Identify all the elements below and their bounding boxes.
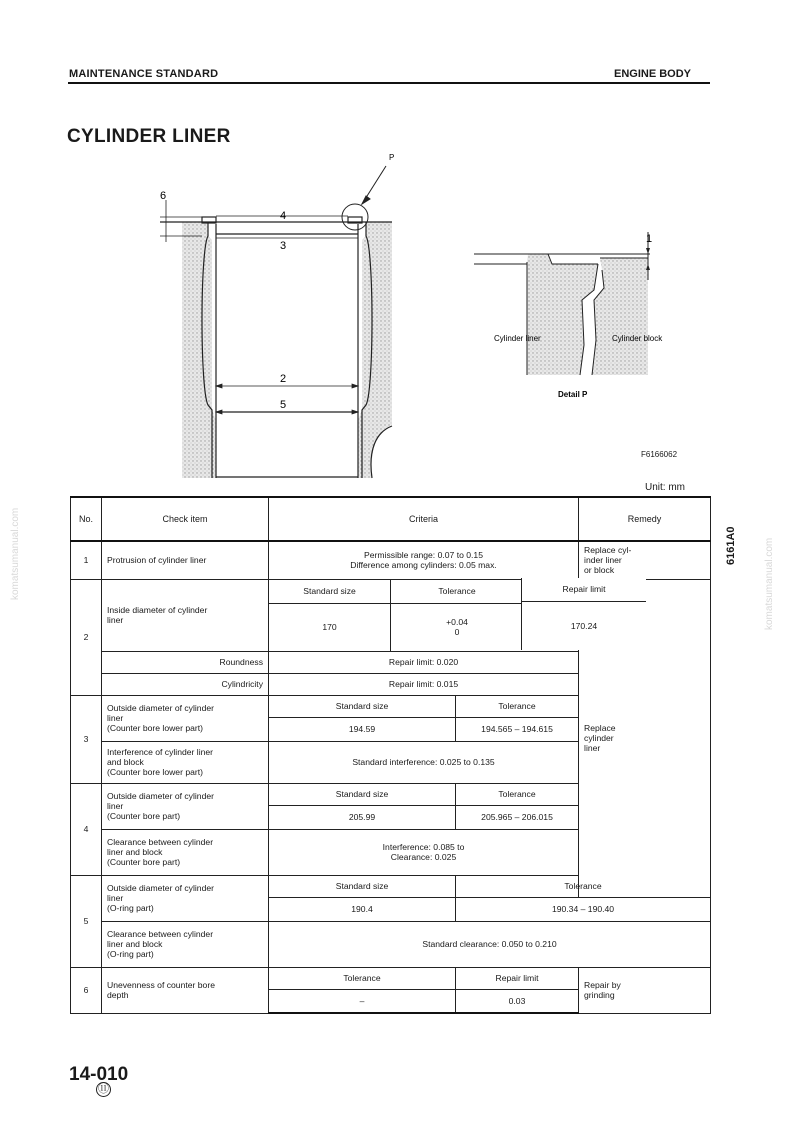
repair-limit-header: Repair limit bbox=[456, 967, 579, 989]
dim-1-label: 1 bbox=[646, 233, 653, 245]
cylinder-liner-label: Cylinder liner bbox=[494, 334, 541, 343]
section-title: MAINTENANCE STANDARD bbox=[69, 68, 219, 80]
standard-size-value: 170 bbox=[269, 603, 391, 651]
remedy-value: Repair by grinding bbox=[579, 967, 711, 1013]
tolerance-header: Tolerance bbox=[269, 967, 456, 989]
tolerance-value: 190.34 – 190.40 bbox=[456, 897, 711, 921]
table-header-row bbox=[71, 497, 711, 541]
standard-size-value: 205.99 bbox=[269, 805, 456, 829]
clearance-value: Interference: 0.085 to Clearance: 0.025 bbox=[269, 829, 579, 875]
detail-p-drawing bbox=[474, 232, 653, 375]
cylinder-block-label: Cylinder block bbox=[612, 334, 663, 343]
side-code: 6161A0 bbox=[725, 526, 737, 565]
callout-p-label: P bbox=[389, 153, 395, 162]
chapter-title: ENGINE BODY bbox=[614, 68, 692, 80]
dim-5-label: 5 bbox=[280, 399, 287, 411]
tolerance-value: 194.565 – 194.615 bbox=[456, 717, 579, 741]
row-no: 1 bbox=[71, 541, 102, 579]
dim-3-label: 3 bbox=[280, 240, 287, 252]
row-no: 2 bbox=[71, 579, 102, 695]
cylinder-liner-figure bbox=[0, 0, 794, 500]
maintenance-standard-table bbox=[70, 496, 711, 1014]
standard-size-value: 190.4 bbox=[269, 897, 456, 921]
row-no: 5 bbox=[71, 875, 102, 967]
watermark-right: komatsumanual.com bbox=[764, 537, 775, 630]
criteria-value: Permissible range: 0.07 to 0.15 Difference among cylinders: 0.05 max. bbox=[269, 541, 579, 579]
watermark-left: komatsumanual.com bbox=[10, 507, 21, 600]
remedy-value: Replace cyl- inder liner or block bbox=[579, 541, 711, 579]
standard-size-header: Standard size bbox=[269, 695, 456, 717]
standard-size-header: Standard size bbox=[269, 579, 391, 603]
standard-size-value: 194.59 bbox=[269, 717, 456, 741]
check-item: Clearance between cylinder liner and block (O-ring part) bbox=[102, 921, 269, 967]
table-row bbox=[71, 875, 711, 897]
tolerance-header: Tolerance bbox=[456, 695, 579, 717]
page-number: 14-010 bbox=[69, 1064, 129, 1085]
page-title: CYLINDER LINER bbox=[67, 126, 231, 147]
unit-label: Unit: mm bbox=[645, 482, 685, 493]
row-no: 6 bbox=[71, 967, 102, 1013]
repair-limit-value: 170.24 bbox=[522, 602, 646, 650]
repair-limit-value: 0.03 bbox=[456, 989, 579, 1013]
header-no: No. bbox=[71, 497, 102, 541]
header-check-item: Check item bbox=[102, 497, 269, 541]
row-no: 4 bbox=[71, 783, 102, 875]
repair-limit-column bbox=[521, 578, 646, 650]
tolerance-header: Tolerance bbox=[391, 579, 579, 603]
callout-p bbox=[342, 166, 386, 230]
revision-mark: ⑪ bbox=[98, 1083, 109, 1095]
figure-code: F6166062 bbox=[641, 450, 678, 459]
check-item: Outside diameter of cylinder liner (Counter bore lower part) bbox=[102, 695, 269, 741]
check-item: Outside diameter of cylinder liner (O-ring part) bbox=[102, 875, 269, 921]
tolerance-header: Tolerance bbox=[456, 875, 711, 897]
row-no: 3 bbox=[71, 695, 102, 783]
cylindricity-label: Cylindricity bbox=[102, 673, 269, 695]
roundness-value: Repair limit: 0.020 bbox=[269, 651, 579, 673]
tolerance-value: +0.04 0 bbox=[391, 603, 579, 651]
remedy-value: Replace cylinder liner bbox=[579, 579, 711, 897]
dim-6-label: 6 bbox=[160, 190, 167, 202]
dim-4-label: 4 bbox=[280, 210, 287, 222]
roundness-label: Roundness bbox=[102, 651, 269, 673]
clearance-value: Standard clearance: 0.050 to 0.210 bbox=[269, 921, 711, 967]
cylinder-block-section-left bbox=[182, 222, 392, 478]
cylindricity-value: Repair limit: 0.015 bbox=[269, 673, 579, 695]
check-item: Clearance between cylinder liner and block (Counter bore part) bbox=[102, 829, 269, 875]
table-row bbox=[71, 967, 711, 989]
check-item: Inside diameter of cylinder liner bbox=[102, 579, 269, 651]
standard-size-header: Standard size bbox=[269, 875, 456, 897]
interference-value: Standard interference: 0.025 to 0.135 bbox=[269, 741, 579, 783]
tolerance-value: – bbox=[269, 989, 456, 1013]
tolerance-header: Tolerance bbox=[456, 783, 579, 805]
check-item: Protrusion of cylinder liner bbox=[102, 541, 269, 579]
detail-p-title: Detail P bbox=[558, 390, 588, 399]
tolerance-value: 205.965 – 206.015 bbox=[456, 805, 579, 829]
table-row bbox=[71, 541, 711, 579]
header-remedy: Remedy bbox=[579, 497, 711, 541]
standard-size-header: Standard size bbox=[269, 783, 456, 805]
check-item: Interference of cylinder liner and block (Counter bore lower part) bbox=[102, 741, 269, 783]
check-item: Unevenness of counter bore depth bbox=[102, 967, 269, 1013]
dim-2-label: 2 bbox=[280, 373, 287, 385]
check-item: Outside diameter of cylinder liner (Counter bore part) bbox=[102, 783, 269, 829]
header-criteria: Criteria bbox=[269, 497, 579, 541]
repair-limit-header: Repair limit bbox=[522, 578, 646, 602]
table-row bbox=[71, 921, 711, 967]
